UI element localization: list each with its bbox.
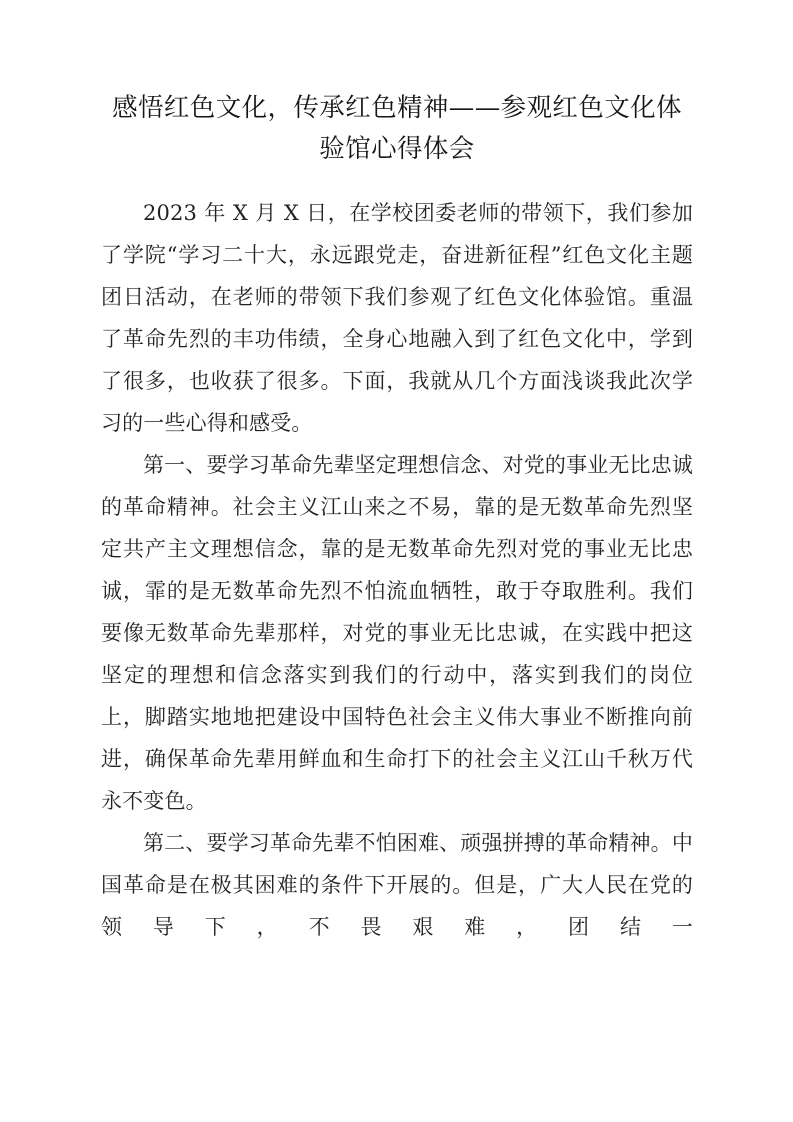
paragraph-intro: 2023 年 X 月 X 日，在学校团委老师的带领下，我们参加了学院“学习二十大，永远跟党走，奋进新征程”红色文化主题团日活动，在老师的带领下我们参观了红色文化体验馆。重温了革命先烈的丰功伟绩，全身心地融入到了红色文化中，学到了很多，也收获了很多。下面，我就从几个方面浅谈我此次学习的一些心得和感受。 — [101, 201, 693, 435]
page-title — [101, 88, 693, 170]
page-title-line-1: 感悟红色文化，传承红色精神——参观红色文化体 — [112, 93, 682, 123]
page-title-line-2: 验馆心得体会 — [319, 134, 475, 164]
paragraph-point-one: 第一、要学习革命先辈坚定理想信念、对党的事业无比忠诚的革命精神。社会主义江山来之不易，靠的是无数革命先烈坚定共产主文理想信念，靠的是无数革命先烈对党的事业无比忠诚，霏的是无数革命先烈不怕流血牺牲，敢于夺取胜利。我们要像无数革命先辈那样，对党的事业无比忠诚，在实践中把这坚定的理想和信念落实到我们的行动中，落实到我们的岗位上，脚踏实地地把建设中国特色社会主义伟大事业不断推向前进，确保革命先辈用鲜血和生命打下的社会主义江山千秋万代永不变色。 — [101, 453, 693, 813]
document-body — [101, 88, 693, 948]
paragraph-point-two: 第二、要学习革命先辈不怕困难、顽强拼搏的革命精神。中国革命是在极其困难的条件下开展的。但是，广大人民在党的领导下，不畏艰难，团结一 — [101, 831, 693, 939]
